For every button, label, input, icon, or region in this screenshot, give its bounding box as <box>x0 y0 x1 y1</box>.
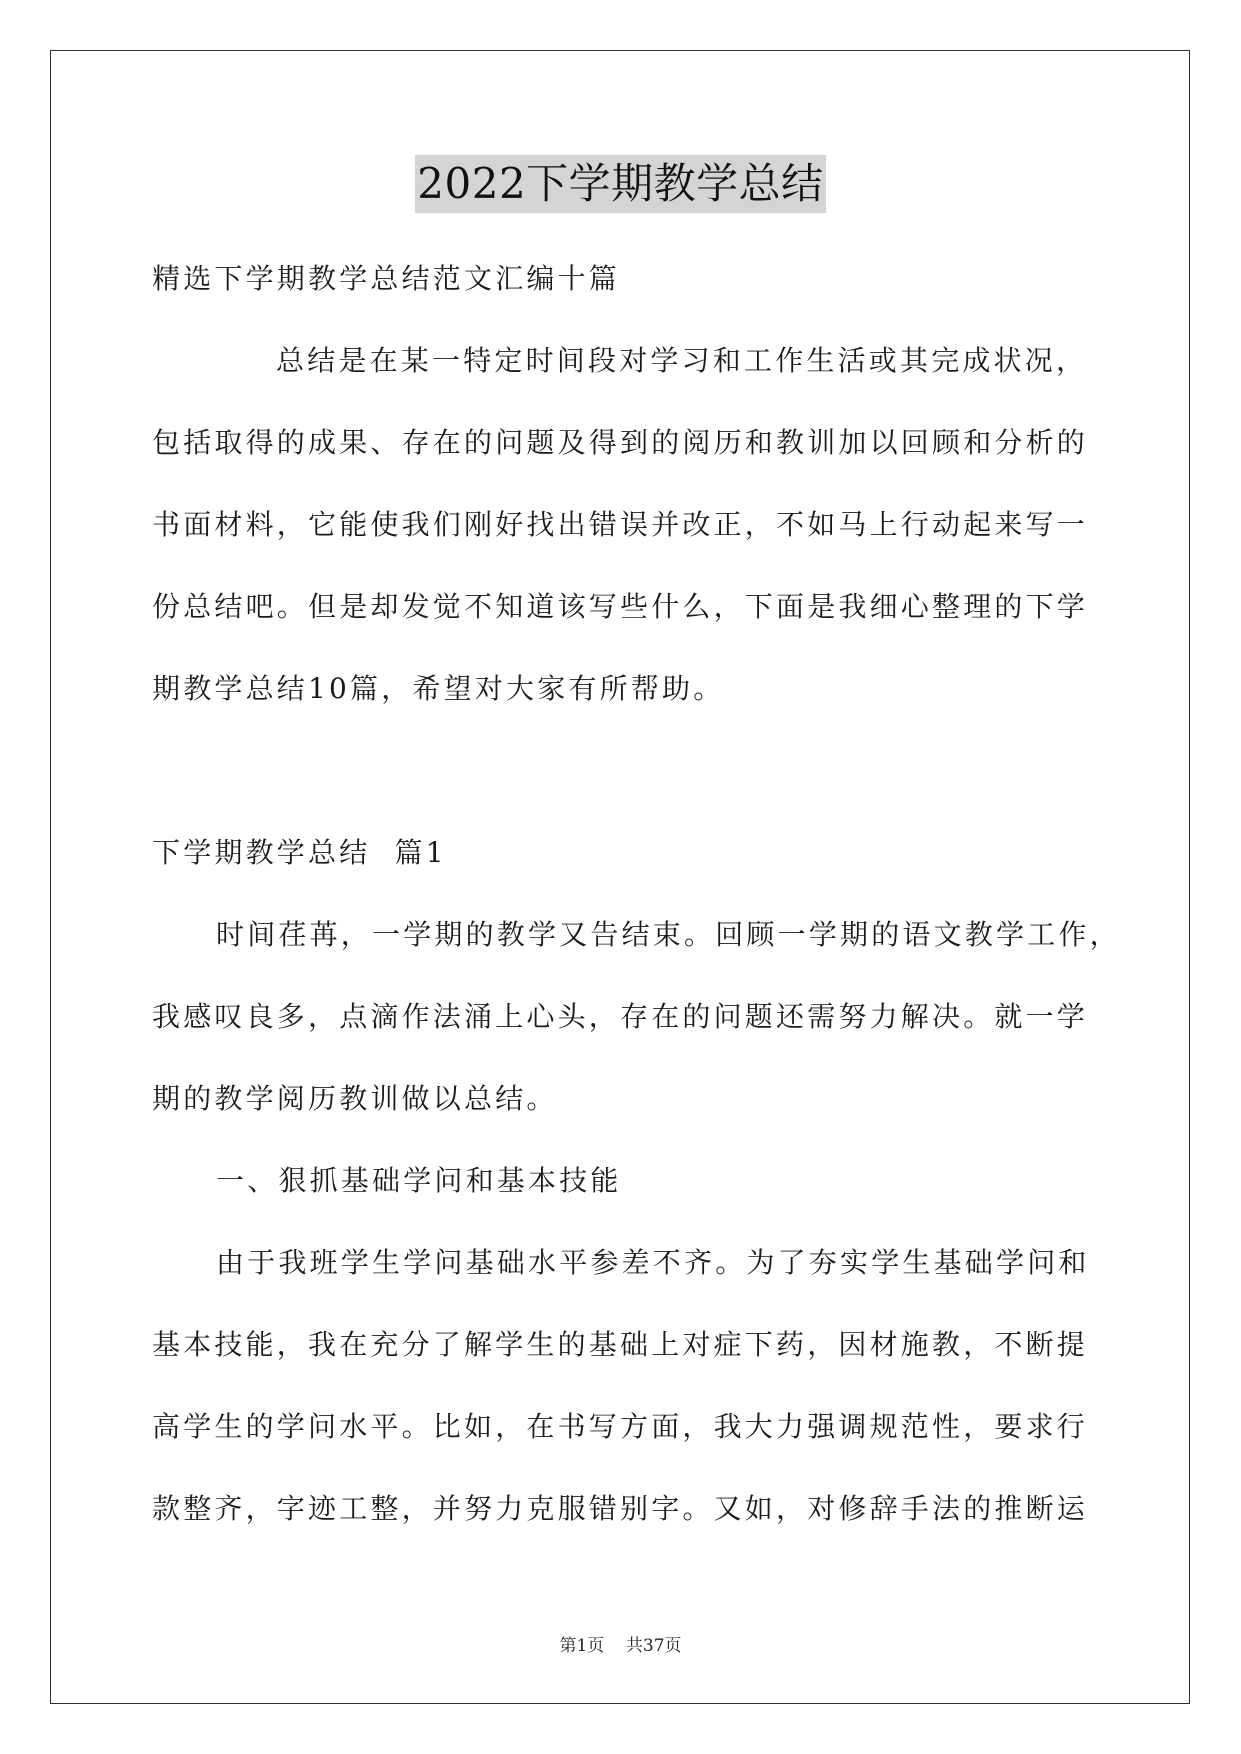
paragraph-line: 由于我班学生学问基础水平参差不齐。为了夯实学生基础学问和 <box>216 1246 1090 1279</box>
footer-spacer <box>604 1636 626 1656</box>
document-subtitle: 精选下学期教学总结范文汇编十篇 <box>152 262 621 295</box>
document-body <box>152 238 1121 1550</box>
paragraph-line: 时间荏苒，一学期的教学又告结束。回顾一学期的语文教学工作， <box>216 918 1121 951</box>
section-heading: 下学期教学总结 篇1 <box>152 836 447 869</box>
intro-line: 包括取得的成果、存在的问题及得到的阅历和教训加以回顾和分析的 <box>152 426 1089 459</box>
paragraph-line: 我感叹良多，点滴作法涌上心头，存在的问题还需努力解决。就一学 <box>152 1000 1089 1033</box>
document-title: 2022下学期教学总结 <box>415 155 825 213</box>
paragraph-line: 高学生的学问水平。比如，在书写方面，我大力强调规范性，要求行 <box>152 1410 1089 1443</box>
page-footer <box>0 1634 1241 1658</box>
intro-line: 期教学总结10篇，希望对大家有所帮助。 <box>152 672 725 705</box>
intro-line: 份总结吧。但是却发觉不知道该写些什么，下面是我细心整理的下学 <box>152 590 1089 623</box>
title-container <box>0 155 1241 213</box>
intro-line: 总结是在某一特定时间段对学习和工作生活或其完成状况， <box>276 344 1088 377</box>
paragraph-line: 基本技能，我在充分了解学生的基础上对症下药，因材施教，不断提 <box>152 1328 1089 1361</box>
page-number: 第1页 <box>559 1636 605 1656</box>
blank-line <box>152 730 1092 812</box>
page-total: 共37页 <box>625 1636 682 1656</box>
intro-line: 书面材料，它能使我们刚好找出错误并改正，不如马上行动起来写一 <box>152 508 1089 541</box>
subheading: 一、狠抓基础学问和基本技能 <box>216 1164 622 1197</box>
paragraph-line: 款整齐，字迹工整，并努力克服错别字。又如，对修辞手法的推断运 <box>152 1492 1089 1525</box>
paragraph-line: 期的教学阅历教训做以总结。 <box>152 1082 558 1115</box>
